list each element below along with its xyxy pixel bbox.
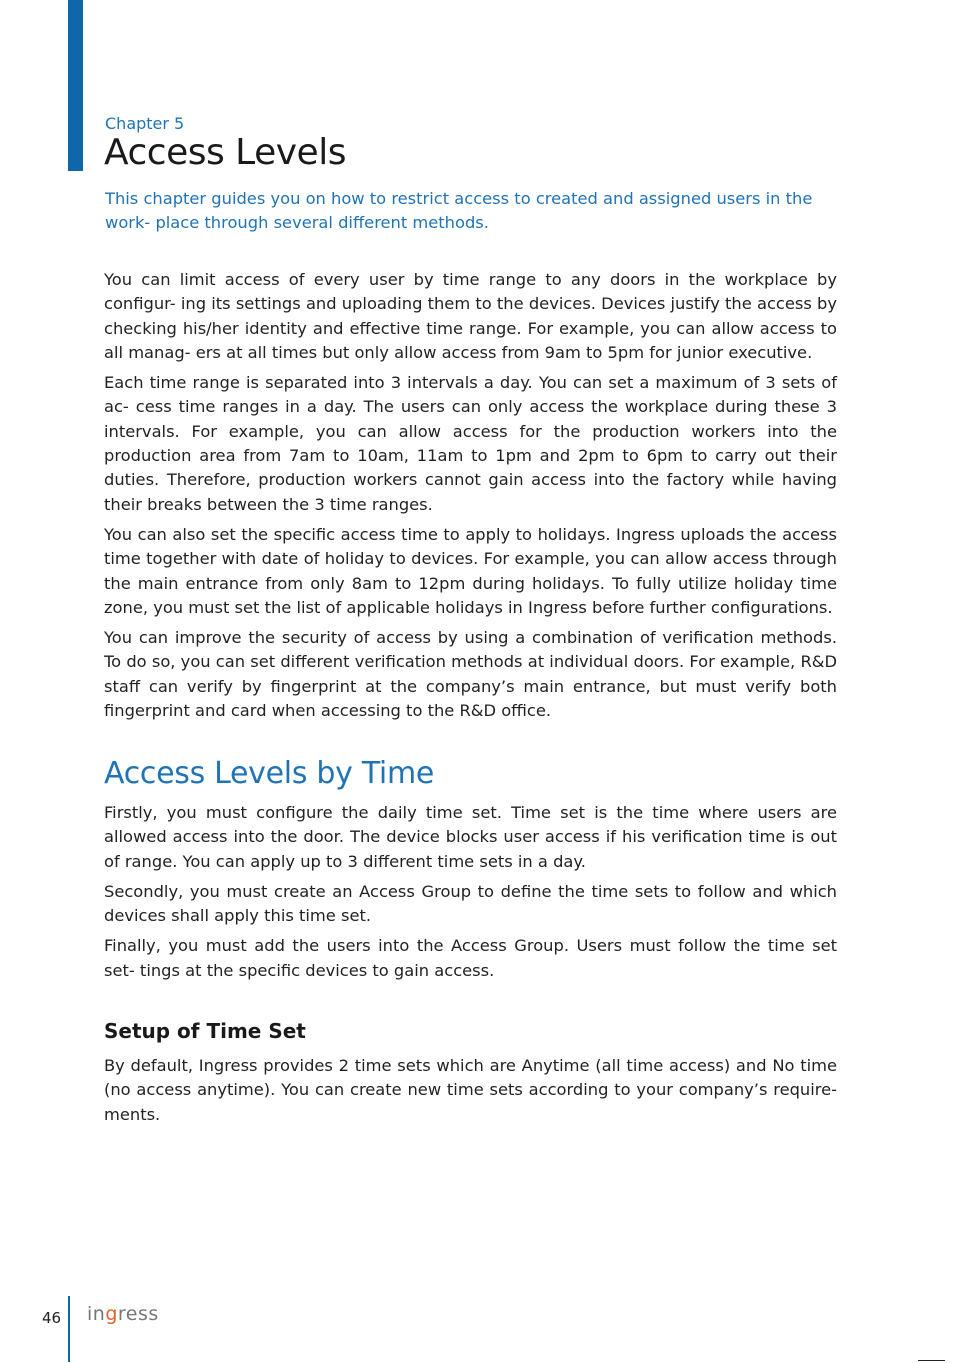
chapter-title: Access Levels — [104, 132, 346, 173]
section-paragraph: Secondly, you must create an Access Group to define the time sets to follow and which devices shall apply this time set. — [104, 881, 837, 926]
subsection-body — [104, 1054, 837, 1133]
page-number: 46 — [42, 1309, 62, 1327]
body-paragraph: Each time range is separated into 3 intervals a day. You can set a maximum of 3 sets of ac- cess time ranges in a day. The users can only access the workplace during these 3 intervals. For example, you can allow access for the production workers into the production area from 7am to 10am, 11am to 1pm and 2pm to 6pm to carry out their duties. Therefore, production workers cannot gain access into the factory while having their breaks between the 3 time ranges. — [104, 373, 837, 514]
section-paragraph: Firstly, you must configure the daily time set. Time set is the time where users are allowed access into the door. The device blocks user access if his verification time is out of range. You can apply up to 3 different time sets in a day. — [104, 803, 837, 871]
section-body — [104, 801, 837, 989]
body-paragraph: You can limit access of every user by time range to any doors in the workplace by configur- ing its settings and uploading them to the devices. Devices justify the access by checking his/her identity and effective time range. For example, you can allow access to all manag- ers at all times but only allow access from 9am to 5pm for junior executive. — [104, 270, 837, 362]
section-paragraph: Finally, you must add the users into the Access Group. Users must follow the time set set- tings at the specific devices to gain access. — [104, 936, 837, 980]
chapter-label: Chapter 5 — [105, 114, 185, 133]
chapter-accent-bar — [68, 0, 83, 171]
subsection-title: Setup of Time Set — [104, 1019, 306, 1043]
ingress-logo — [87, 1303, 159, 1325]
body-paragraph: You can improve the security of access by using a combination of verification methods. To do so, you can set different verification methods at individual doors. For example, R&D staff can verify by fingerprint at the company’s main entrance, but must verify both fingerprint and card when accessing to the R&D office. — [104, 628, 837, 721]
body-paragraph: You can also set the specific access time to apply to holidays. Ingress uploads the access time together with date of holiday to devices. For example, you can allow access through the main entrance from only 8am to 12pm during holidays. To fully utilize holiday time zone, you must set the list of applicable holidays in Ingress before further configurations. — [104, 524, 837, 617]
footer-divider — [68, 1296, 70, 1362]
chapter-body — [104, 268, 837, 729]
chapter-intro: This chapter guides you on how to restrict access to created and assigned users in the work- place through several different methods. — [105, 189, 813, 232]
section-title: Access Levels by Time — [104, 756, 435, 791]
logo-text-accent: g — [105, 1303, 118, 1325]
logo-text-end: ress — [117, 1303, 159, 1325]
corner-rule — [918, 1360, 945, 1361]
subsection-paragraph: By default, Ingress provides 2 time sets which are Anytime (all time access) and No time (no access anytime). You can create new time sets according to your company’s require- ments. — [104, 1056, 837, 1124]
logo-text-start: in — [87, 1303, 106, 1325]
